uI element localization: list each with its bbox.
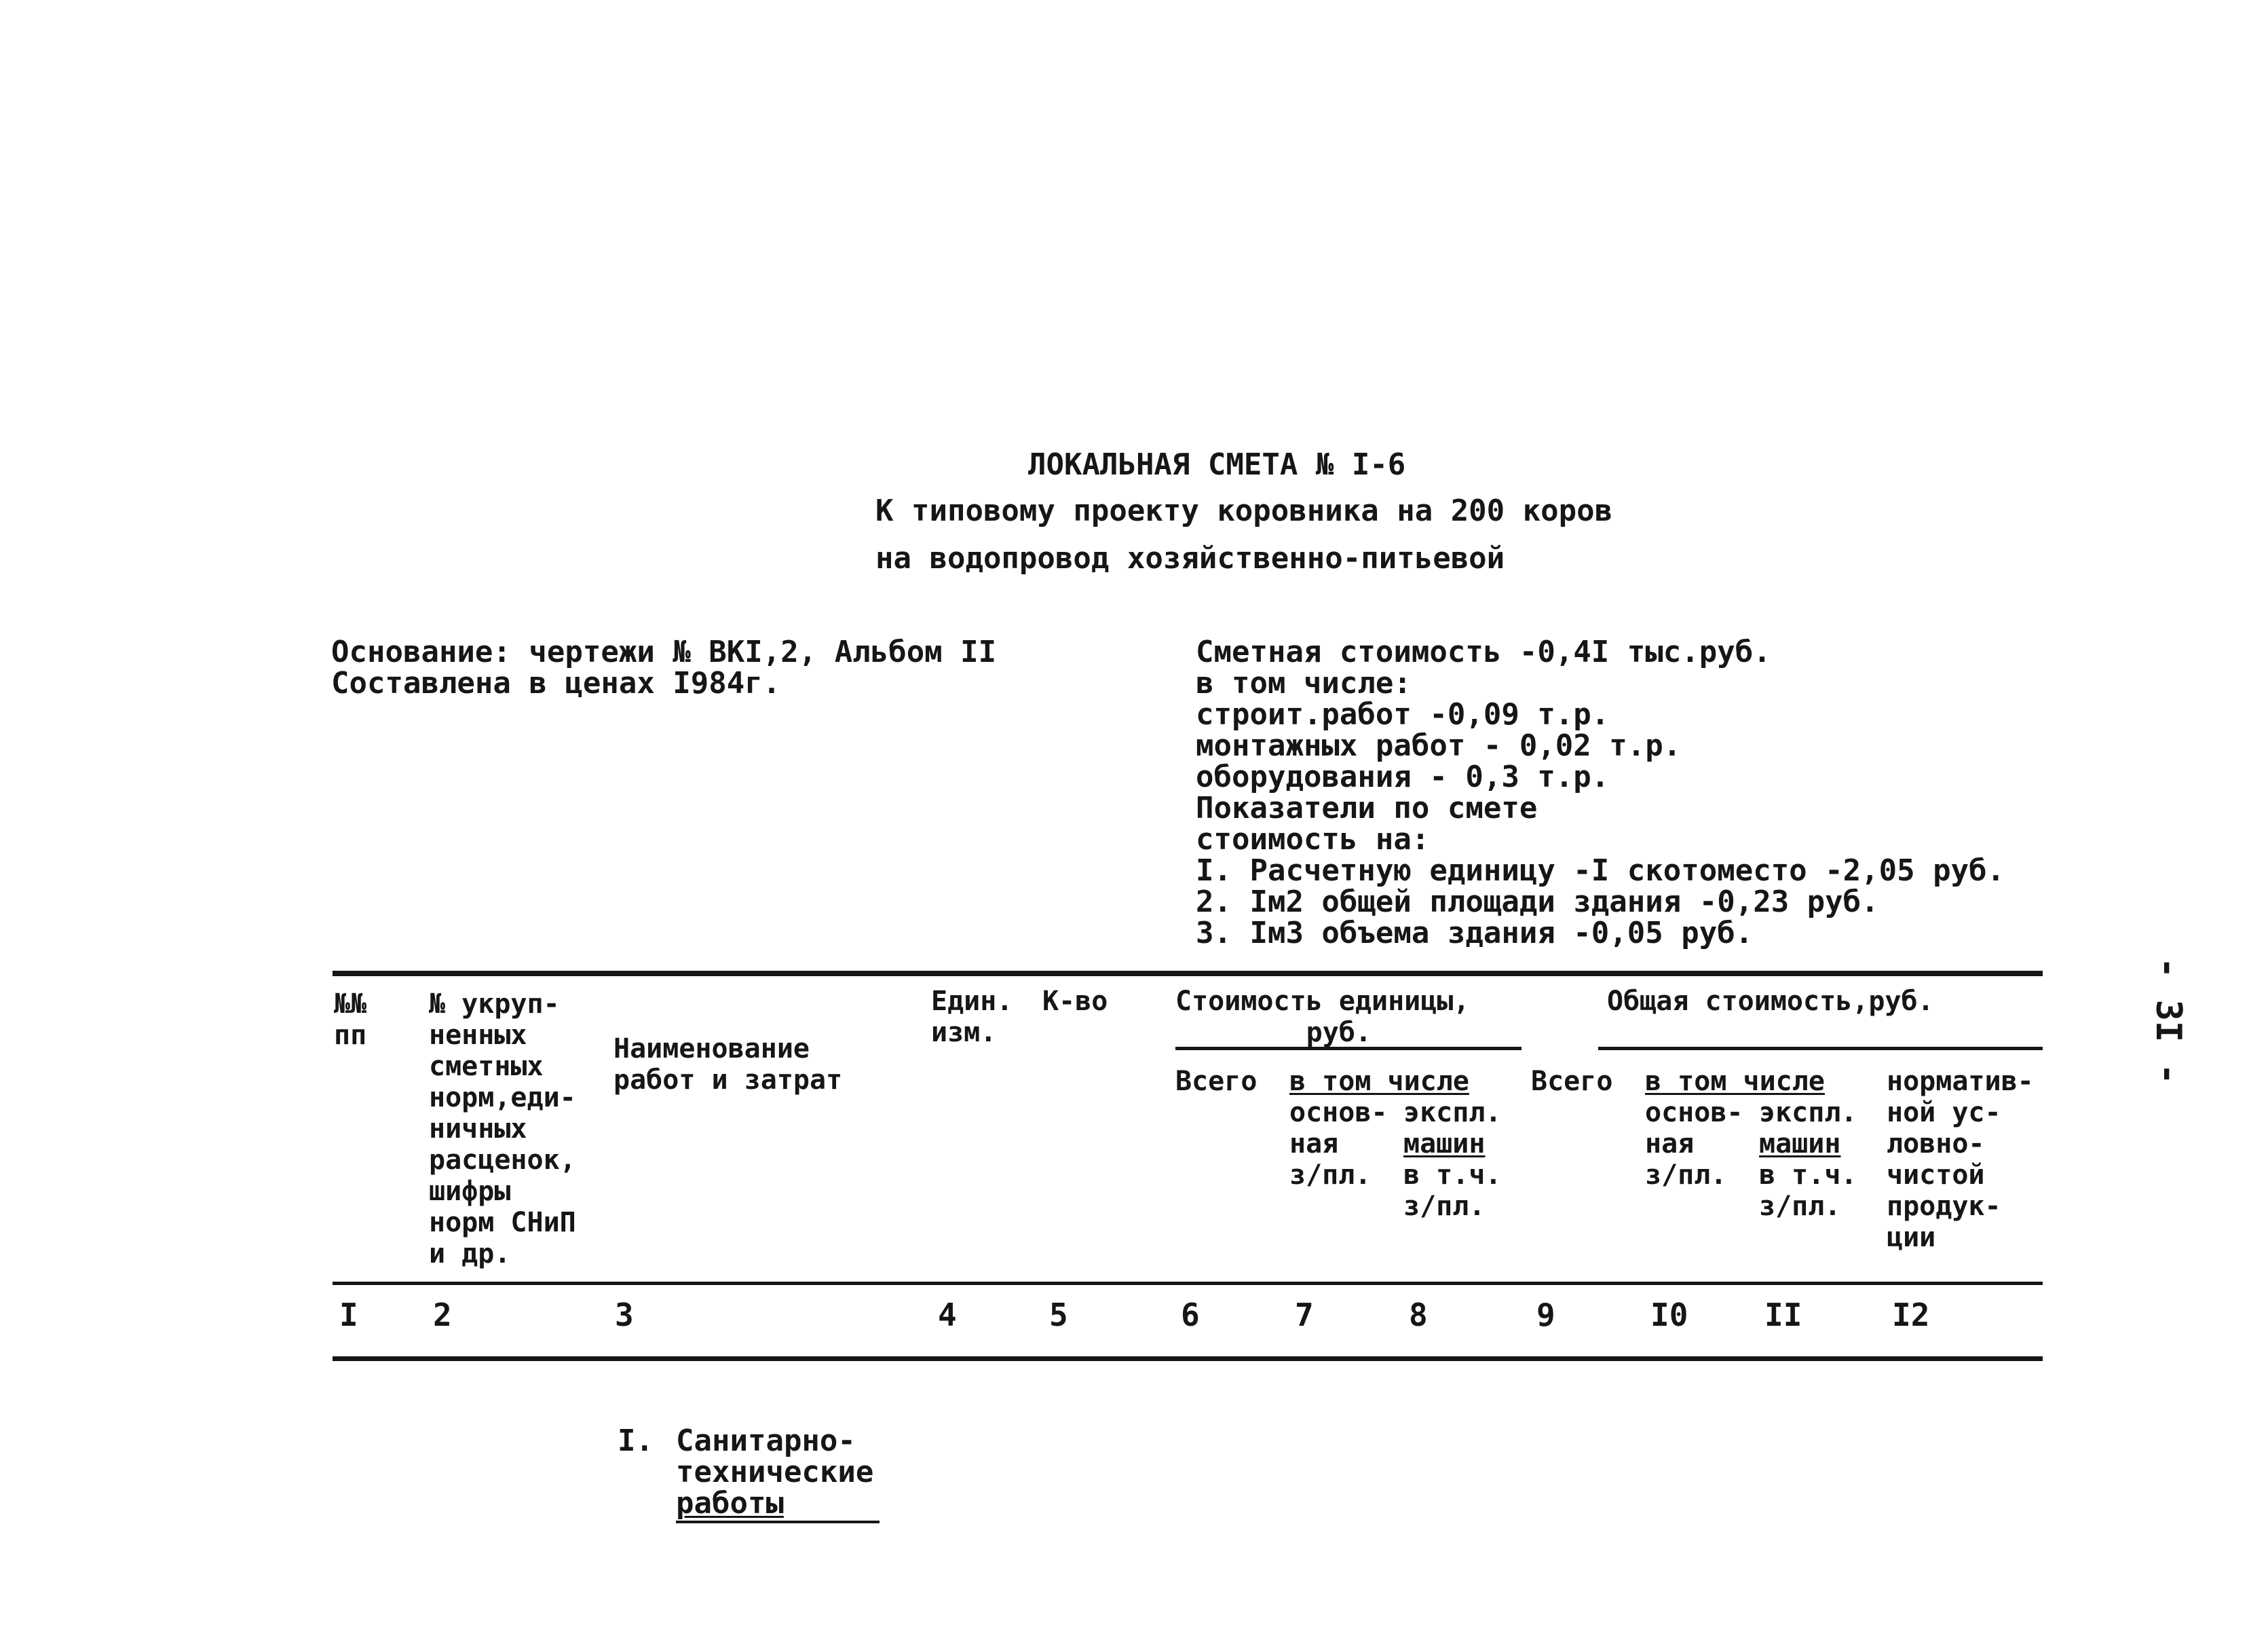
total-cost-underline [1598,1047,2043,1050]
column-number: 7 [1295,1297,1314,1333]
estimate-subtitle-2: на водопровод хозяйственно-питьевой [875,541,1505,576]
header-quantity: К-во [1042,986,1108,1017]
basis-line-2: Составлена в ценах I984г. [331,666,781,701]
column-number: 2 [433,1297,452,1333]
page-number: - 3I - [2148,957,2189,1085]
cost-summary-line: Сметная стоимость -0,4I тыс.руб. [1196,635,1771,669]
cost-summary-line: 2. Iм2 общей площади здания -0,23 руб. [1196,885,1879,919]
section-title-line-2: технические [676,1455,874,1489]
estimate-title: ЛОКАЛЬНАЯ СМЕТА № I-6 [1028,447,1406,482]
table-top-rule [333,971,2043,976]
header-unit-machines: машин [1403,1128,1486,1159]
section-title-underline [676,1521,880,1523]
column-numbers-bottom-rule [333,1356,2043,1361]
basis-line-1: Основание: чертежи № ВКI,2, Альбом II [331,635,997,669]
cost-summary-line: 3. Iм3 объема здания -0,05 руб. [1196,916,1754,950]
column-number: 9 [1536,1297,1555,1333]
header-work-name: Наименование работ и затрат [613,1033,843,1096]
header-bottom-rule [333,1282,2043,1285]
cost-summary-line: I. Расчетную единицу -I скотоместо -2,05 руб. [1196,853,2005,888]
column-number: 3 [615,1297,634,1333]
header-unit-cost-group: Стоимость единицы, руб. [1175,986,1470,1048]
section-title-line-1: Санитарно- [676,1424,856,1458]
header-total-machine-operation: экспл. [1759,1097,1857,1128]
cost-summary-line: стоимость на: [1196,822,1430,857]
cost-summary-line: оборудования - 0,3 т.р. [1196,760,1610,794]
estimate-subtitle: К типовому проекту коровника на 200 коров [875,494,1613,528]
column-number: I0 [1650,1297,1688,1333]
header-in-that-number-2: в том числе [1645,1066,1825,1097]
header-norm-number: № укруп- ненных сметных норм,еди- ничных расценок, шифры норм СНиП и др. [429,988,576,1269]
header-total-machine-wage: в т.ч. з/пл. [1759,1159,1857,1222]
column-number: II [1764,1297,1802,1333]
header-row-number: №№ пп [334,988,367,1051]
column-number: 4 [938,1297,957,1333]
header-in-that-number-1: в том числе [1289,1066,1469,1097]
cost-summary-line: в том числе: [1196,666,1412,701]
cost-summary-line: монтажных работ - 0,02 т.р. [1196,728,1682,763]
column-number: 5 [1049,1297,1068,1333]
header-unit: Един. изм. [931,986,1013,1048]
header-unit-base-wage: основ- ная з/пл. [1289,1097,1388,1191]
section-number: I. [618,1424,654,1458]
column-number: I [339,1297,358,1333]
header-total-cost-group: Общая стоимость,руб. [1607,986,1934,1017]
cost-summary-line: строит.работ -0,09 т.р. [1196,697,1610,732]
column-number: 6 [1181,1297,1200,1333]
header-total: Всего [1531,1066,1613,1097]
header-net-production: норматив- ной ус- ловно- чистой продук- ции [1887,1066,2034,1253]
header-unit-machine-wage: в т.ч. з/пл. [1403,1159,1502,1222]
section-title-line-3: работы [676,1486,784,1521]
header-total-machines: машин [1759,1128,1841,1159]
header-unit-total: Всего [1175,1066,1258,1097]
header-unit-machine-operation: экспл. [1403,1097,1502,1128]
header-total-base-wage: основ- ная з/пл. [1645,1097,1743,1191]
column-number: 8 [1409,1297,1428,1333]
cost-summary-line: Показатели по смете [1196,791,1538,825]
column-number: I2 [1892,1297,1930,1333]
